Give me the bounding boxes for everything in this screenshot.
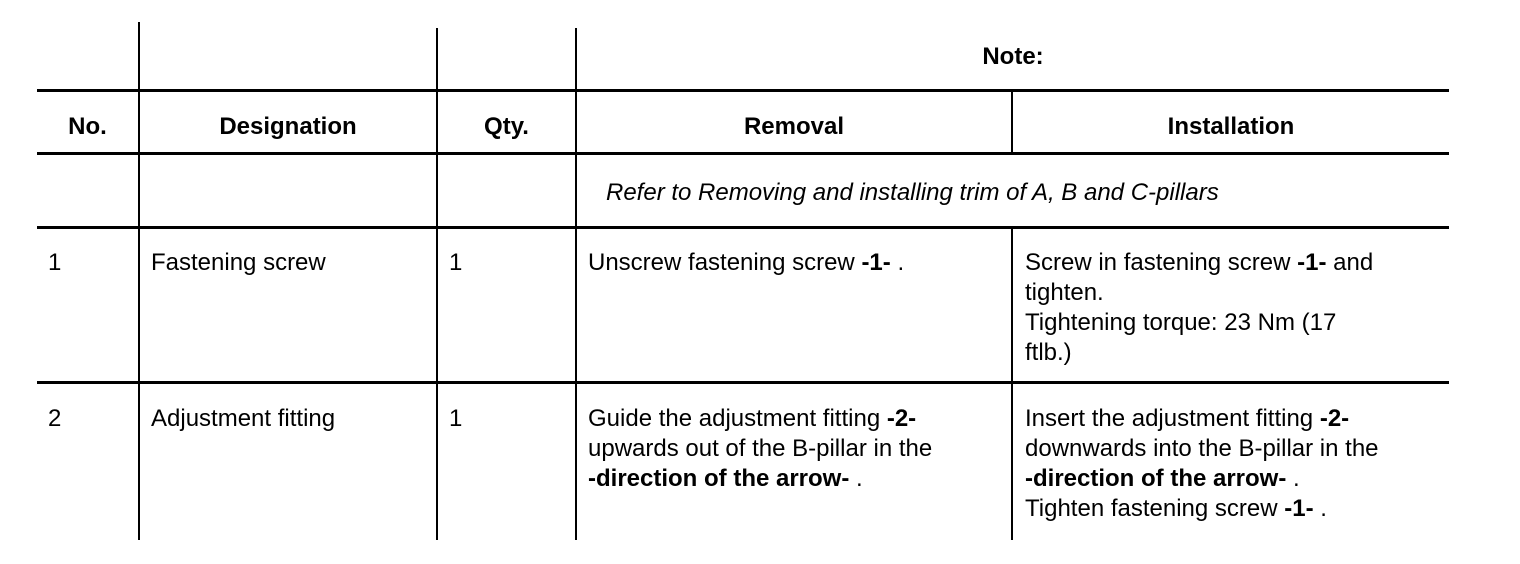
- row-1-installation: [1025, 248, 1373, 368]
- row-1-no: 1: [48, 249, 62, 276]
- header-bottom-rule: [37, 152, 1449, 155]
- row-2-removal-line-1: Guide the adjustment fitting -2-: [588, 405, 917, 432]
- row-2-removal-line-3: -direction of the arrow- .: [588, 465, 863, 492]
- row-2-installation-line-4: Tighten fastening screw -1- .: [1025, 495, 1327, 522]
- row-1-installation-line-3: Tightening torque: 23 Nm (17: [1025, 309, 1337, 336]
- row-2-installation: [1025, 404, 1379, 524]
- reference-note: Refer to Removing and installing trim of A, B and C-pillars: [606, 179, 1219, 206]
- column-header-installation: Installation: [1167, 113, 1295, 140]
- column-header-designation: Designation: [219, 113, 357, 140]
- row-2-installation-line-1: Insert the adjustment fitting -2-: [1025, 405, 1350, 432]
- row-1-designation: Fastening screw: [151, 249, 326, 276]
- reference-row-rule: [37, 226, 1449, 229]
- column-divider-designation: [436, 28, 438, 540]
- row-2-removal-line-2: upwards out of the B-pillar in the: [588, 435, 933, 462]
- row-2-installation-line-3: -direction of the arrow- .: [1025, 465, 1300, 492]
- row-1-removal: [588, 248, 904, 278]
- row-2-removal: [588, 404, 932, 494]
- row-2-no: 2: [48, 405, 62, 432]
- column-header-no: No.: [68, 113, 107, 140]
- row-2-designation: Adjustment fitting: [151, 405, 336, 432]
- column-header-qty: Qty.: [484, 113, 529, 140]
- column-divider-no: [138, 22, 140, 540]
- row-1-installation-line-4: ftlb.): [1025, 339, 1072, 366]
- row-1-installation-line-1: Screw in fastening screw -1- and: [1025, 249, 1374, 276]
- header-top-rule: [37, 89, 1449, 92]
- row-1-rule: [37, 381, 1449, 384]
- row-2-installation-line-2: downwards into the B-pillar in the: [1025, 435, 1379, 462]
- row-1-installation-line-2: tighten.: [1025, 279, 1104, 306]
- note-heading: Note:: [982, 43, 1044, 70]
- column-divider-qty: [575, 28, 577, 540]
- row-1-removal-line-1: Unscrew fastening screw -1- .: [588, 249, 905, 276]
- row-1-qty: 1: [449, 249, 463, 276]
- column-header-removal: Removal: [743, 113, 845, 140]
- row-2-qty: 1: [449, 405, 463, 432]
